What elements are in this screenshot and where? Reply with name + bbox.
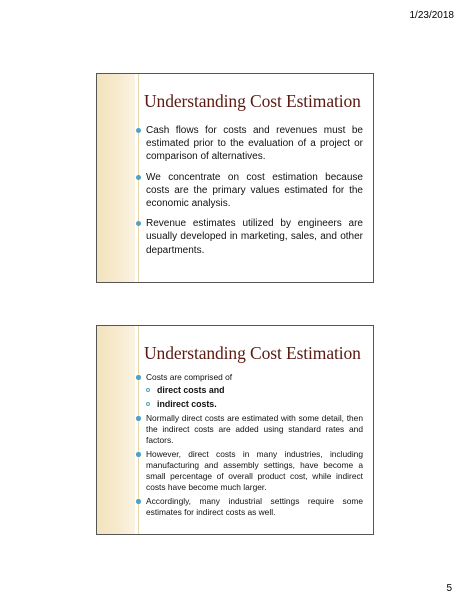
bullet-item	[135, 171, 363, 211]
sub-bullet-ring-icon	[146, 388, 150, 392]
slide-title: Understanding Cost Estimation	[144, 343, 361, 363]
bullet-dot-icon	[136, 221, 141, 226]
slide-1	[96, 73, 374, 283]
sub-bullet-text: direct costs and	[157, 385, 225, 395]
bullet-text: Revenue estimates utilized by engineers are usually developed in marketing, sales, and other departments.	[146, 218, 363, 256]
bullet-dot-icon	[136, 128, 141, 133]
bullet-dot-icon	[136, 499, 141, 504]
slide-title: Understanding Cost Estimation	[144, 91, 361, 111]
slide-2	[96, 325, 374, 535]
bullet-item	[135, 496, 363, 518]
slide-decor-band	[97, 74, 135, 282]
page-number: 5	[446, 583, 452, 594]
slide-body	[135, 124, 363, 264]
bullet-text: Costs are comprised of	[146, 372, 233, 382]
page-date: 1/23/2018	[409, 10, 454, 21]
bullet-text: However, direct costs in many industries, including manufacturing and assembly settings, have become a small percentage of overall product cost, while indirect costs have become much larger.	[146, 449, 363, 492]
bullet-text: Accordingly, many industrial settings require some estimates for indirect costs as well.	[146, 496, 363, 517]
sub-bullet-item	[135, 399, 363, 410]
bullet-text: Normally direct costs are estimated with some detail, then the indirect costs are added using standard rates and factors.	[146, 413, 363, 445]
bullet-text: Cash flows for costs and revenues must be estimated prior to the evaluation of a project or comparison of alternatives.	[146, 125, 363, 163]
bullet-dot-icon	[136, 416, 141, 421]
bullet-item	[135, 449, 363, 493]
bullet-text: We concentrate on cost estimation because costs are the primary values estimated for the economic analysis.	[146, 171, 363, 210]
sub-bullet-text: indirect costs.	[157, 399, 217, 409]
slide-body	[135, 372, 363, 521]
bullet-dot-icon	[136, 375, 141, 380]
bullet-item	[135, 413, 363, 446]
sub-bullet-ring-icon	[146, 402, 150, 406]
bullet-dot-icon	[136, 452, 141, 457]
bullet-item	[135, 217, 363, 257]
bullet-dot-icon	[136, 175, 141, 180]
bullet-item	[135, 124, 363, 164]
sub-bullet-item	[135, 385, 363, 396]
bullet-item	[135, 372, 363, 383]
slide-decor-band	[97, 326, 135, 534]
